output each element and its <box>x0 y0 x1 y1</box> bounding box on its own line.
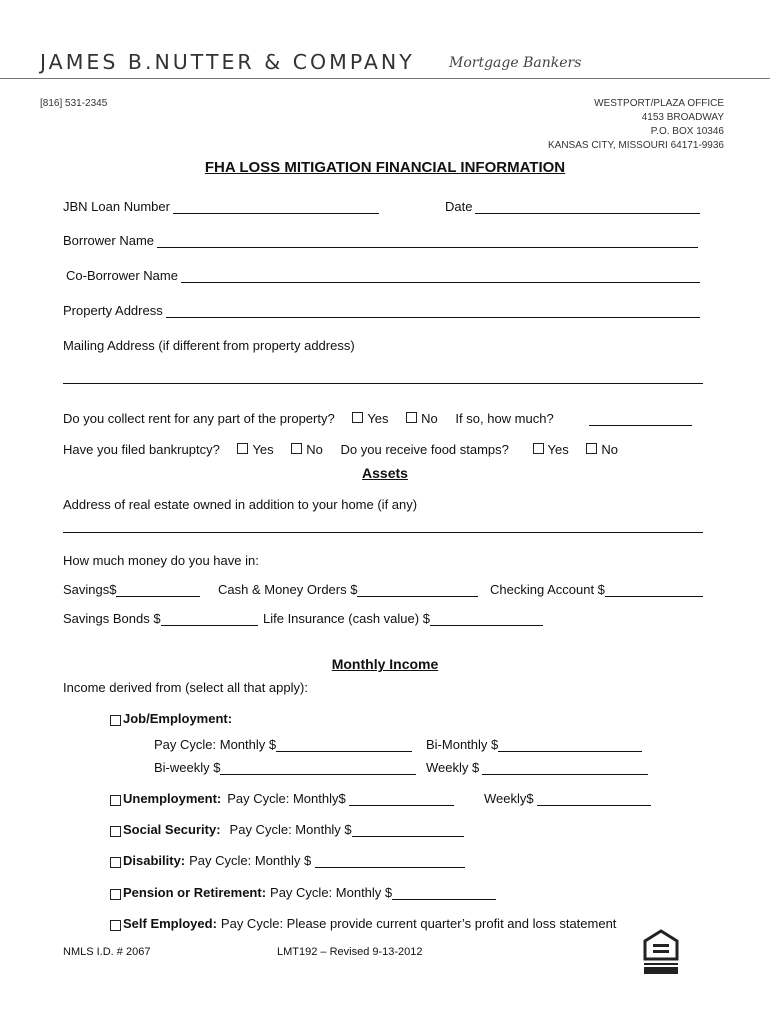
bankruptcy-no-checkbox[interactable] <box>291 443 302 454</box>
header-divider <box>0 78 770 79</box>
bankruptcy-question-row <box>63 442 618 457</box>
real-estate-blank[interactable] <box>63 532 703 533</box>
social-security-pay-label: Pay Cycle: Monthly $ <box>229 822 352 837</box>
unemployment-weekly-field[interactable] <box>484 791 651 806</box>
rent-amount-label: If so, how much? <box>455 411 554 426</box>
nmls-id: NMLS I.D. # 2067 <box>63 946 151 958</box>
disability-blank[interactable] <box>315 856 465 868</box>
monthly-income-title: Monthly Income <box>331 656 439 672</box>
job-monthly-field[interactable] <box>154 737 412 752</box>
unemployment-monthly-blank[interactable] <box>349 794 454 806</box>
coborrower-name-field[interactable] <box>66 268 700 283</box>
checking-blank[interactable] <box>605 585 703 597</box>
income-derived-label: Income derived from (select all that apply): <box>63 680 308 695</box>
disability-label: Disability: <box>123 853 186 868</box>
food-stamps-no-label: No <box>601 442 618 457</box>
self-employed-pay-label: Pay Cycle: Please provide current quarter’s profit and loss statement <box>220 916 617 931</box>
disability-row <box>110 853 465 868</box>
cash-orders-blank[interactable] <box>357 585 478 597</box>
borrower-name-field[interactable] <box>63 233 698 248</box>
mailing-address-blank[interactable] <box>63 383 703 384</box>
disability-checkbox[interactable] <box>110 857 121 868</box>
real-estate-label: Address of real estate owned in addition to your home (if any) <box>63 497 418 512</box>
equal-housing-lender-logo <box>641 929 681 975</box>
rent-no-label: No <box>421 411 438 426</box>
rent-amount-blank[interactable] <box>589 425 692 426</box>
social-security-blank[interactable] <box>352 825 464 837</box>
borrower-name-blank[interactable] <box>157 236 698 248</box>
property-address-field[interactable] <box>63 303 700 318</box>
office-address <box>548 97 724 153</box>
social-security-label: Social Security: <box>123 822 221 837</box>
food-stamps-question: Do you receive food stamps? <box>340 442 509 457</box>
rent-yes-label: Yes <box>367 411 389 426</box>
unemployment-weekly-label: Weekly$ <box>484 791 534 806</box>
job-bimonthly-field[interactable] <box>426 737 642 752</box>
job-bimonthly-label: Bi-Monthly $ <box>426 737 499 752</box>
loan-number-field[interactable] <box>63 199 379 214</box>
cash-orders-field[interactable] <box>218 582 478 597</box>
savings-blank[interactable] <box>116 585 200 597</box>
job-bimonthly-blank[interactable] <box>498 740 642 752</box>
bankruptcy-yes-checkbox[interactable] <box>237 443 248 454</box>
job-biweekly-field[interactable] <box>154 760 416 775</box>
pension-label: Pension or Retirement: <box>123 885 267 900</box>
job-monthly-blank[interactable] <box>276 740 412 752</box>
rent-no-checkbox[interactable] <box>406 412 417 423</box>
food-stamps-yes-checkbox[interactable] <box>533 443 544 454</box>
unemployment-label: Unemployment: <box>123 791 222 806</box>
property-address-label: Property Address <box>63 303 163 318</box>
unemployment-weekly-blank[interactable] <box>537 794 651 806</box>
bonds-blank[interactable] <box>161 614 258 626</box>
coborrower-name-blank[interactable] <box>181 271 700 283</box>
cash-orders-label: Cash & Money Orders $ <box>218 582 358 597</box>
unemployment-row <box>110 791 454 806</box>
rent-question: Do you collect rent for any part of the property? <box>63 411 335 426</box>
address-line: P.O. BOX 10346 <box>650 126 724 137</box>
job-weekly-field[interactable] <box>426 760 648 775</box>
address-line: WESTPORT/PLAZA OFFICE <box>594 98 724 109</box>
unemployment-checkbox[interactable] <box>110 795 121 806</box>
form-title: FHA LOSS MITIGATION FINANCIAL INFORMATION <box>204 159 566 176</box>
job-biweekly-blank[interactable] <box>220 763 416 775</box>
life-insurance-label: Life Insurance (cash value) $ <box>263 611 430 626</box>
food-stamps-yes-label: Yes <box>547 442 569 457</box>
rent-yes-checkbox[interactable] <box>352 412 363 423</box>
loan-number-label: JBN Loan Number <box>63 199 170 214</box>
date-label: Date <box>445 199 473 214</box>
bankruptcy-question: Have you filed bankruptcy? <box>63 442 220 457</box>
address-line: KANSAS CITY, MISSOURI 64171-9936 <box>547 140 724 151</box>
self-employed-row <box>110 916 616 931</box>
bonds-label: Savings Bonds $ <box>63 611 161 626</box>
savings-field[interactable] <box>63 582 200 597</box>
assets-title: Assets <box>362 465 408 481</box>
job-weekly-blank[interactable] <box>482 763 648 775</box>
food-stamps-no-checkbox[interactable] <box>586 443 597 454</box>
savings-label: Savings$ <box>63 582 117 597</box>
bonds-field[interactable] <box>63 611 258 626</box>
self-employed-label: Self Employed: <box>123 916 217 931</box>
pension-pay-label: Pay Cycle: Monthly $ <box>270 885 393 900</box>
loan-number-blank[interactable] <box>173 202 379 214</box>
pension-blank[interactable] <box>392 888 496 900</box>
company-tagline: Mortgage Bankers <box>449 55 582 71</box>
checking-field[interactable] <box>490 582 703 597</box>
job-employment-label: Job/Employment: <box>123 711 233 726</box>
self-employed-checkbox[interactable] <box>110 920 121 931</box>
mailing-address-label: Mailing Address (if different from property address) <box>63 338 355 353</box>
money-label: How much money do you have in: <box>63 553 259 568</box>
social-security-row <box>110 822 464 837</box>
date-field[interactable] <box>445 199 700 214</box>
unemployment-monthly-label: Pay Cycle: Monthly$ <box>227 791 346 806</box>
form-revision: LMT192 – Revised 9-13-2012 <box>277 946 423 958</box>
job-employment-checkbox[interactable] <box>110 715 121 726</box>
coborrower-name-label: Co-Borrower Name <box>66 268 178 283</box>
life-insurance-field[interactable] <box>263 611 543 626</box>
checking-label: Checking Account $ <box>490 582 605 597</box>
social-security-checkbox[interactable] <box>110 826 121 837</box>
job-weekly-label: Weekly $ <box>426 760 480 775</box>
property-address-blank[interactable] <box>166 306 700 318</box>
pension-checkbox[interactable] <box>110 889 121 900</box>
date-blank[interactable] <box>475 202 700 214</box>
rent-question-row <box>63 411 554 426</box>
phone-number: [816] 531-2345 <box>40 98 108 109</box>
borrower-name-label: Borrower Name <box>63 233 155 248</box>
bankruptcy-no-label: No <box>306 442 323 457</box>
job-biweekly-label: Bi-weekly $ <box>154 760 221 775</box>
company-name: JAMES B.NUTTER & COMPANY <box>40 50 415 74</box>
job-monthly-label: Pay Cycle: Monthly $ <box>154 737 277 752</box>
life-insurance-blank[interactable] <box>430 614 543 626</box>
address-line: 4153 BROADWAY <box>641 112 724 123</box>
bankruptcy-yes-label: Yes <box>252 442 274 457</box>
pension-row <box>110 885 496 900</box>
disability-pay-label: Pay Cycle: Monthly $ <box>189 853 312 868</box>
job-employment-row <box>110 711 232 726</box>
